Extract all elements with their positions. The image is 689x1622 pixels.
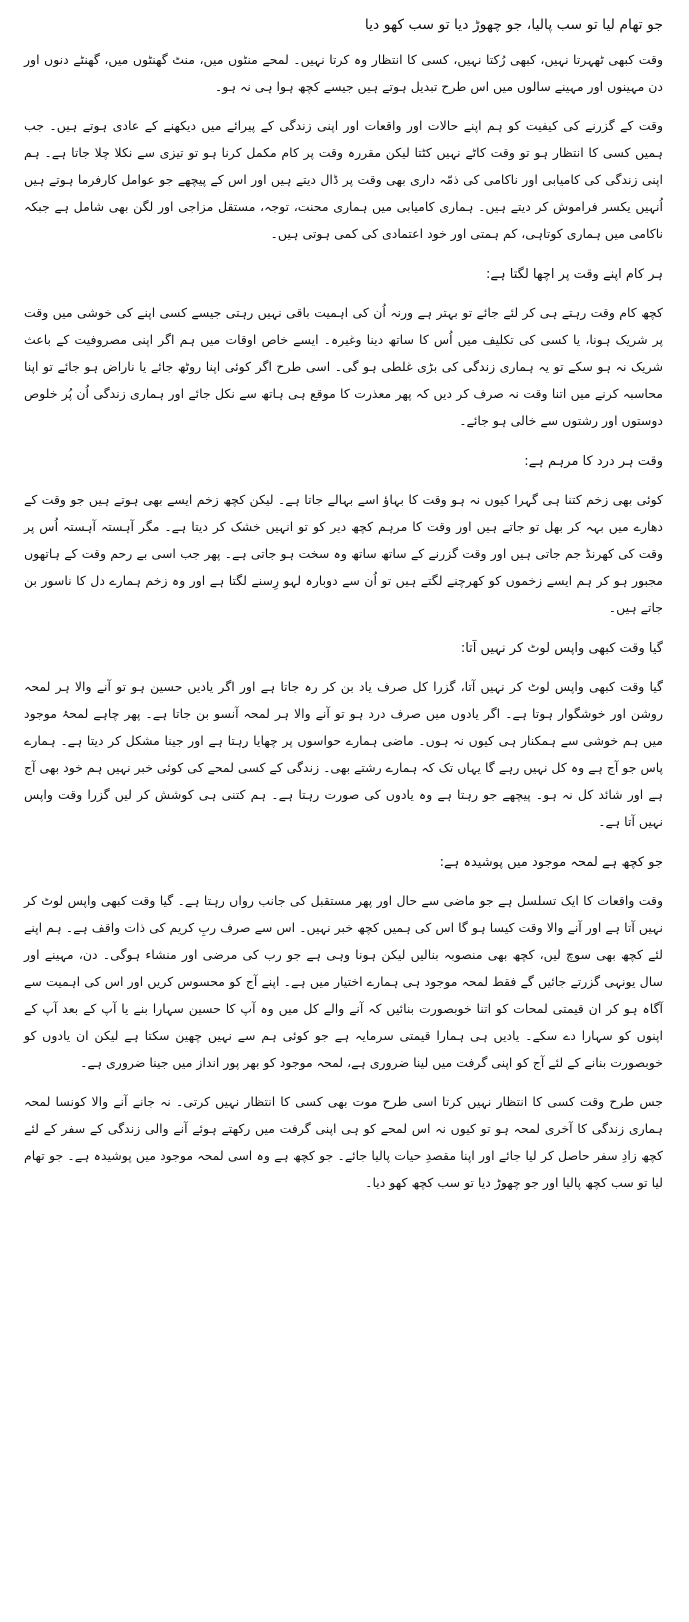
section-paragraph: کچھ کام وقت رہتے ہی کر لئے جائے تو بہتر ہے ورنہ اُن کی اہمیت باقی نہیں رہتی جیسے کسی اپنے کی خوشی میں وقت پر شریک ہونا، یا کسی کی تکلیف میں اُس کا ساتھ دینا وغیرہ۔ ایسے خاص اوقات میں ہم اگر اپنی مصروفیت کے باعث شریک نہ ہو سکے تو یہ ہماری زندگی کی بڑی غلطی ہو گی۔ اسی طرح اگر کوئی اپنا روٹھ جائے یا ناراض ہو جائے تو اپنا محاسبہ کرنے میں اتنا وقت نہ صرف کر دیں کہ پھر معذرت کا موقع ہی ہاتھ سے نکل جائے اور ہماری زندگی اُن پُر خلوص دوستوں اور رشتوں سے خالی ہو جائے۔ — [24, 305, 663, 428]
section-paragraph: گیا وقت کبھی واپس لوٹ کر نہیں آتا، گزرا کل صرف یاد بن کر رہ جاتا ہے اور اگر یادیں حسین ہو تو آنے والا ہر لمحہ روشن اور خوشگوار ہوتا ہے۔ اگر یادوں میں صرف درد ہو تو آنے والا ہر لمحہ آنسو بن جاتا ہے۔ پھر چاہے لمحۂ موجود میں ہم خوشی سے ہمکنار ہی کیوں نہ ہوں۔ ماضی ہمارے حواسوں پر چھایا رہتا ہے اور جینا مشکل کر دیتا ہے۔ ہمارے پاس جو آج ہے وہ کل نہیں رہے گا یہاں تک کہ ہمارے رشتے بھی۔ زندگی کے کسی لمحے کی کوئی خبر نہیں ہم خود بھی آج ہے اور شائد کل نہ ہو۔ پیچھے جو رہتا ہے وہ یادوں کی صورت رہتا ہے۔ ہم کتنی ہی کوشش کر لیں گزرا وقت واپس نہیں آتا ہے۔ — [23, 679, 663, 829]
section-heading: ہر کام اپنے وقت پر اچھا لگتا ہے: — [486, 267, 663, 282]
section-right-time — [24, 261, 663, 434]
section-heading: جو کچھ ہے لمحہ موجود میں پوشیدہ ہے: — [439, 855, 663, 870]
intro-paragraph: وقت کے گزرنے کی کیفیت کو ہم اپنے حالات اور واقعات اور اپنی زندگی کے پیرائے میں دیکھنے کے عادی ہوتے ہیں۔ جب ہمیں کسی کا انتظار ہو تو وقت کاٹے نہیں کٹتا لیکن مقررہ وقت پر کام مکمل کرنا ہو تو تیزی سے نکلا چلا جاتا ہے۔ ہم اپنی زندگی کی کامیابی اور ناکامی کی ذمّہ داری بھی وقت پر ڈال دیتے ہیں اور اس کے پیچھے جو عوامل کارفرما ہوتے ہیں اُنہیں یکسر فراموش کر دیتے ہیں۔ ہماری کامیابی میں ہماری محنت، توجہ، مستقل مزاجی اور لگن بھی شامل ہے جبکہ ناکامی میں ہماری کوتاہی، کم ہمتی اور خود اعتمادی کی کمی ہوتی ہیں۔ — [24, 118, 663, 241]
section-lost-time — [24, 635, 663, 835]
section-paragraph: جس طرح وقت کسی کا انتظار نہیں کرتا اسی طرح موت بھی کسی کا انتظار نہیں کرتی۔ نہ جانے آنے والا کونسا لمحہ ہماری زندگی کا آخری لمحہ ہو تو کیوں نہ اس لمحے کو ہی اپنی گرفت میں رکھتے ہوئے آنے والی زندگی کے سفر کے لئے کچھ زادِ سفر حاصل کر لیا جائے اور اپنا مقصدِ حیات پالیا جائے۔ جو کچھ ہے وہ اسی لمحہ موجود میں پوشیدہ ہے۔ جو تھام لیا تو سب کچھ پالیا اور جو چھوڑ دیا تو سب کچھ کھو دیا۔ — [24, 1094, 663, 1190]
intro-paragraph: وقت کبھی ٹھہرتا نہیں، کبھی رُکتا نہیں، کسی کا انتظار وہ کرتا نہیں۔ لمحے منٹوں میں، منٹ گھنٹوں میں، گھنٹے دنوں اور دن مہینوں اور مہینے سالوں میں اس طرح تبدیل ہوتے ہیں جیسے کچھ ہوا ہی نہ ہو۔ — [24, 52, 663, 94]
section-paragraph: کوئی بھی زخم کتنا ہی گہرا کیوں نہ ہو وقت کا بہاؤ اسے بہالے جاتا ہے۔ لیکن کچھ زخم ایسے بھی ہوتے ہیں جو وقت کے دھارے میں بہہ کر بھل تو جاتے ہیں اور وقت کا مرہم کچھ دیر کو تو انہیں خشک کر دیتا ہے۔ مگر آہستہ آہستہ اُس پر وقت کی کھرنڈ جم جاتی ہیں اور وقت گزرنے کے ساتھ ساتھ وہ سخت ہو جاتی ہے۔ پھر جب اسی بے رحم وقت کے ہاتھوں مجبور ہو کر ہم ایسے زخموں کو کھرچنے لگتے ہیں تو اُن سے دوبارہ لہو رِسنے لگتا ہے اور وہ زخم ہمارے دل کا ناسور بن جاتے ہیں۔ — [24, 492, 663, 615]
section-present-moment — [24, 849, 663, 1196]
section-heading: گیا وقت کبھی واپس لوٹ کر نہیں آتا: — [460, 641, 663, 656]
section-heading: وقت ہر درد کا مرہم ہے: — [524, 454, 663, 469]
section-paragraph: وقت واقعات کا ایک تسلسل ہے جو ماضی سے حال اور پھر مستقبل کی جانب رواں رہتا ہے۔ گیا وقت کبھی واپس لوٹ کر نہیں آتا ہے اور آنے والا وقت کیسا ہو گا اس کی ہمیں کچھ خبر نہیں۔ اس سے صرف ربِ کریم کی ذات واقف ہے۔ ہم اپنے لئے کچھ بھی سوچ لیں، کچھ بھی منصوبہ بنالیں لیکن ہونا وہی ہے جو رب کی مرضی اور منشاء ہوگی۔ دن، مہینے اور سال یونہی گزرتے جائیں گے فقط لمحہ موجود ہی ہمارے اختیار میں ہے۔ اپنے آج کو محسوس کریں اور اس کی اہمیت سے آگاہ ہو کر ان قیمتی لمحات کو اتنا خوبصورت بنائیں کہ آنے والے کل میں وہ آپ کا حسین سہارا بنے یا آپ کے بعد آپ کے اپنوں کو سہارا دے سکے۔ یادیں ہی ہمارا قیمتی سرمایہ ہے جو کوئی ہم سے نہیں چھین سکتا ہے لیکن ان یادوں کو خوبصورت بنانے کے لئے آج کو اپنی گرفت میں لینا ضروری ہے، لمحہ موجود کو بھر پور انداز میں جینا ضروری ہے۔ — [24, 893, 663, 1070]
section-time-heals — [24, 448, 663, 621]
article-title: جو تھام لیا تو سب پالیا، جو چھوڑ دیا تو سب کھو دیا — [364, 17, 663, 33]
